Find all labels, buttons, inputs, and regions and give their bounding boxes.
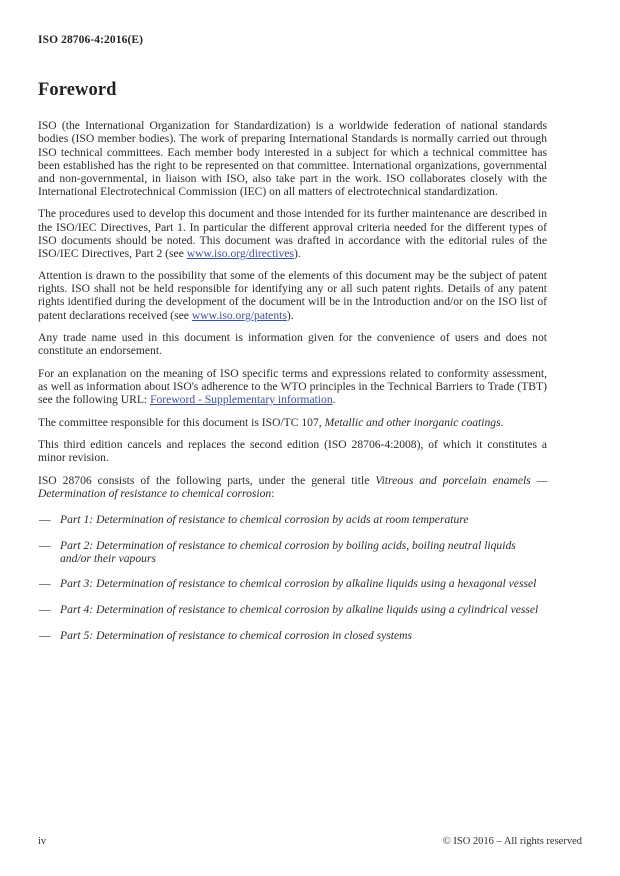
paragraph-text: ISO (the International Organization for Standardization) is a worldwide federation of national standards bodies (ISO member bodies). The work of preparing International Standards is normally carried out through ISO technical committees. Each member body interested in a subject for which a technical committee has been established has the right to be represented on that committee. International organizations, governmental and non-governmental, in liaison with ISO, also take part in the work. ISO collaborates closely with the International Electrotechnical Commission (IEC) on all matters of electrotechnical standardization.: [38, 119, 547, 198]
paragraph-text-after-link: .: [332, 393, 336, 407]
em-dash-bullet: —: [39, 628, 51, 642]
paragraph-text: Any trade name used in this document is information given for the convenience of users and does not constitute an endorsement.: [38, 331, 547, 358]
link-iso-directives[interactable]: www.iso.org/directives: [186, 246, 294, 260]
paragraph-edition-history: [38, 438, 547, 464]
list-item-label: Part 4: Determination of resistance to chemical corrosion by alkaline liquids using a cylindrical vessel: [60, 602, 539, 616]
list-item: [38, 577, 547, 590]
paragraph-text-after-italic: .: [500, 415, 504, 429]
foreword-content: [38, 80, 547, 642]
paragraph-procedures: [38, 207, 547, 259]
paragraph-text-after-italic: :: [271, 487, 275, 500]
paragraph-text: This third edition cancels and replaces the second edition (ISO 28706-4:2008), of which it constitutes a minor revision.: [38, 438, 547, 465]
link-foreword-supplementary-information[interactable]: Foreword - Supplementary information: [150, 393, 333, 407]
list-item-label: Part 2: Determination of resistance to chemical corrosion by boiling acids, boiling neutral liquids and/or their vapours: [60, 538, 516, 565]
paragraph-trade-name: [38, 331, 547, 357]
copyright-notice: © ISO 2016 – All rights reserved: [442, 836, 582, 847]
em-dash-bullet: —: [39, 538, 51, 552]
em-dash-bullet: —: [39, 602, 51, 616]
list-item-label: Part 1: Determination of resistance to chemical corrosion by acids at room temperature: [60, 513, 469, 527]
paragraph-patent-rights: [38, 269, 547, 321]
committee-title-italic: Metallic and other inorganic coatings: [324, 415, 501, 429]
paragraph-text-after-link: ).: [286, 308, 294, 322]
paragraph-text-before-italic: The committee responsible for this document is ISO/TC 107,: [38, 415, 325, 429]
list-item: [38, 629, 547, 642]
page-title: Foreword: [38, 80, 117, 100]
list-item: [38, 539, 547, 565]
list-item: [38, 603, 547, 616]
paragraph-text-before-italic: ISO 28706 consists of the following parts, under the general title: [38, 473, 376, 487]
page-footer: [38, 836, 582, 852]
paragraph-text-after-link: ).: [293, 246, 301, 260]
list-item-label: Part 3: Determination of resistance to chemical corrosion by alkaline liquids using a hexagonal vessel: [60, 577, 537, 591]
list-item: [38, 513, 547, 526]
parts-list: [38, 513, 547, 642]
link-iso-patents[interactable]: www.iso.org/patents: [191, 308, 287, 322]
general-title-italic: Vitreous and porcelain enamels — Determination of resistance to chemical corrosion: [38, 473, 547, 500]
paragraph-iso-definition: [38, 119, 547, 198]
page-number: iv: [38, 836, 47, 847]
list-item-label: Part 5: Determination of resistance to chemical corrosion in closed systems: [60, 628, 413, 642]
paragraph-text-before-link: Attention is drawn to the possibility that some of the elements of this document may be the subject of patent rights. ISO shall not be held responsible for identifying any or all such patent rights. Details of any patent rights identified during the development of the document will be in the Introduction and/or on the ISO list of patent declarations received (see: [38, 269, 547, 322]
paragraph-text-before-link: The procedures used to develop this document and those intended for its further maintenance are described in the ISO/IEC Directives, Part 1. In particular the different approval criteria needed for the different types of ISO documents should be noted. This document was drafted in accordance with the editorial rules of the ISO/IEC Directives, Part 2 (see: [38, 207, 547, 260]
em-dash-bullet: —: [39, 577, 51, 591]
em-dash-bullet: —: [39, 513, 51, 527]
paragraph-parts-intro: [38, 474, 547, 500]
paragraph-committee: [38, 416, 547, 429]
paragraph-conformity-assessment: [38, 367, 547, 406]
paragraph-text-before-link: For an explanation on the meaning of ISO specific terms and expressions related to conformity assessment, as well as information about ISO's adherence to the WTO principles in the Technical Barriers to Trade (TBT) see the following URL:: [38, 366, 547, 407]
document-header-reference: ISO 28706-4:2016(E): [38, 34, 144, 46]
